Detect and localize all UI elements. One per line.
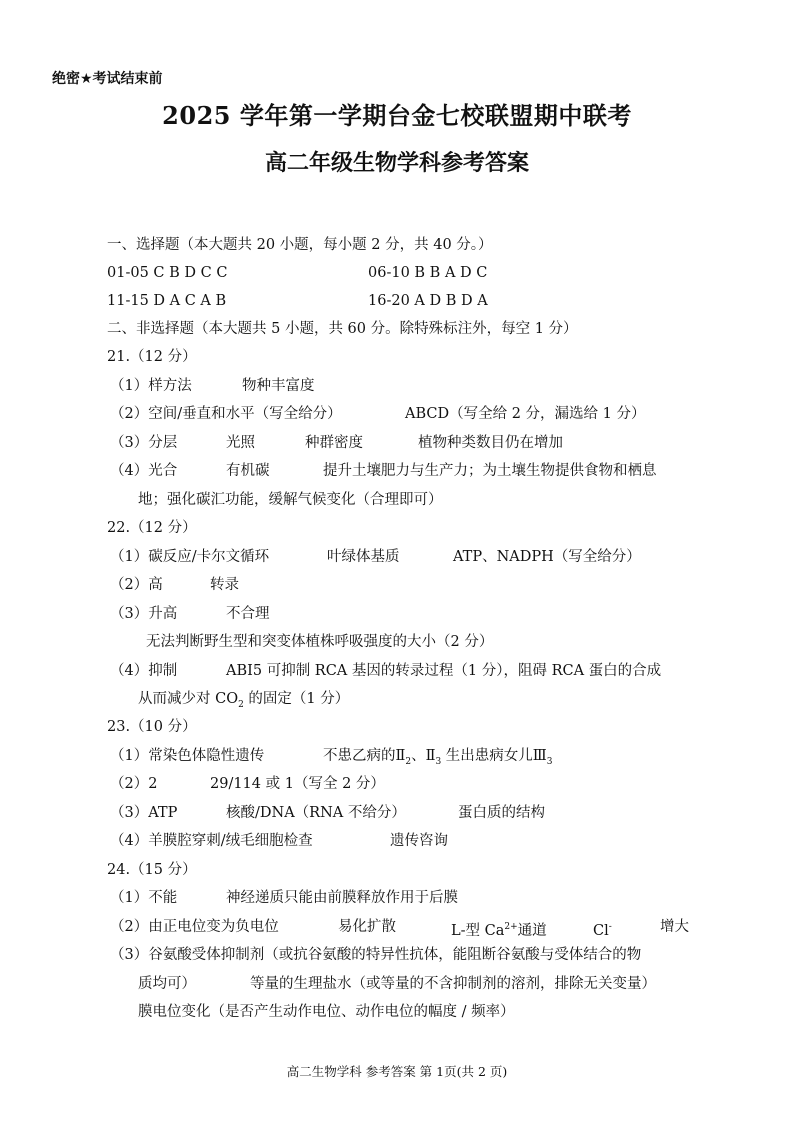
q21-title: 21.（12 分） — [107, 349, 197, 365]
q23-answer-1a: （1）常染色体隐性遗传 — [110, 748, 265, 764]
q21-answer-1a: （1）样方法 — [110, 378, 192, 394]
q24-answer-3-cont1a: 质均可） — [138, 976, 196, 992]
answer-row-1-left: 01-05 C B D C C — [107, 265, 228, 281]
q22-answer-3a: （3）升高 — [110, 606, 178, 622]
q21-answer-4a: （4）光合 — [110, 463, 178, 479]
q22-answer-3-cont: 无法判断野生型和突变体植株呼吸强度的大小（2 分） — [146, 634, 494, 650]
q21-answer-3b: 光照 — [226, 435, 255, 451]
q23-answer-4a: （4）羊膜腔穿刺/绒毛细胞检查 — [110, 833, 313, 849]
q24-answer-1a: （1）不能 — [110, 890, 178, 906]
q22-answer-2a: （2）高 — [110, 577, 163, 593]
q22-answer-4-cont: 从而减少对 $CO_2$ 的固定（1 分） — [138, 691, 350, 710]
q24-answer-2c: L-型 $Ca^{2+}$通道 — [451, 922, 547, 939]
q22-answer-4b: ABI5 可抑制 RCA 基因的转录过程（1 分），阻碍 RCA 蛋白的合成 — [226, 663, 662, 679]
q21-answer-4-cont: 地；强化碳汇功能，缓解气候变化（合理即可） — [138, 492, 443, 508]
q22-answer-2b: 转录 — [210, 577, 239, 593]
exam-title: 2025 学年第一学期台金七校联盟期中联考 — [162, 101, 632, 130]
q22-answer-1c: ATP、NADPH（写全给分） — [453, 549, 641, 565]
q24-answer-2d: Cl- — [593, 922, 612, 939]
q21-answer-3a: （3）分层 — [110, 435, 178, 451]
q24-answer-1b: 神经递质只能由前膜释放作用于后膜 — [226, 890, 458, 906]
q24-title: 24.（15 分） — [107, 862, 197, 878]
q23-answer-1b: 不患乙病的$Ⅱ_2$、$Ⅱ_3$ 生出患病女儿$Ⅲ_3$ — [323, 748, 553, 767]
q23-title: 23.（10 分） — [107, 719, 197, 735]
q22-answer-1b: 叶绿体基质 — [327, 549, 400, 565]
section1-heading: 一、选择题（本大题共 20 小题，每小题 2 分，共 40 分。） — [107, 237, 493, 253]
q24-answer-2b: 易化扩散 — [338, 919, 396, 935]
q23-answer-3c: 蛋白质的结构 — [458, 805, 545, 821]
answer-row-2-right: 16-20 A D B D A — [368, 293, 488, 309]
secret-label: 绝密★考试结束前 — [52, 71, 163, 87]
q22-title: 22.（12 分） — [107, 520, 197, 536]
q21-answer-2b: ABCD（写全给 2 分，漏选给 1 分） — [405, 406, 646, 422]
answer-subtitle: 高二年级生物学科参考答案 — [264, 150, 529, 176]
page-footer: 高二生物学科 参考答案 第 1页(共 2 页) — [286, 1064, 508, 1079]
q21-answer-3d: 植物种类数目仍在增加 — [418, 435, 563, 451]
q21-answer-1b: 物种丰富度 — [242, 378, 315, 394]
answer-row-1-right: 06-10 B B A D C — [368, 265, 488, 281]
q21-answer-3c: 种群密度 — [305, 435, 363, 451]
q24-answer-3-cont2: 膜电位变化（是否产生动作电位、动作电位的幅度 / 频率） — [138, 1004, 515, 1020]
q22-answer-4a: （4）抑制 — [110, 663, 178, 679]
answer-row-2-left: 11-15 D A C A B — [107, 293, 227, 309]
q23-answer-2b: 29/114 或 1（写全 2 分） — [210, 776, 385, 792]
q24-answer-2a: （2）由正电位变为负电位 — [110, 919, 279, 935]
q23-answer-3a: （3）ATP — [110, 805, 178, 821]
q22-answer-1a: （1）碳反应/卡尔文循环 — [110, 549, 270, 565]
q24-answer-2e: 增大 — [660, 919, 689, 935]
q24-answer-3-cont1b: 等量的生理盐水（或等量的不含抑制剂的溶剂，排除无关变量） — [250, 976, 656, 992]
q21-answer-4b: 有机碳 — [226, 463, 270, 479]
section2-heading: 二、非选择题（本大题共 5 小题，共 60 分。除特殊标注外，每空 1 分） — [107, 321, 578, 337]
q23-answer-4b: 遗传咨询 — [390, 833, 448, 849]
q24-answer-3: （3）谷氨酸受体抑制剂（或抗谷氨酸的特异性抗体，能阻断谷氨酸与受体结合的物 — [110, 947, 642, 963]
q21-answer-4c: 提升土壤肥力与生产力；为土壤生物提供食物和栖息 — [323, 463, 657, 479]
q21-answer-2a: （2）空间/垂直和水平（写全给分） — [110, 406, 342, 422]
q23-answer-3b: 核酸/DNA（RNA 不给分） — [226, 805, 406, 821]
q23-answer-2a: （2）2 — [110, 776, 158, 792]
q22-answer-3b: 不合理 — [226, 606, 270, 622]
